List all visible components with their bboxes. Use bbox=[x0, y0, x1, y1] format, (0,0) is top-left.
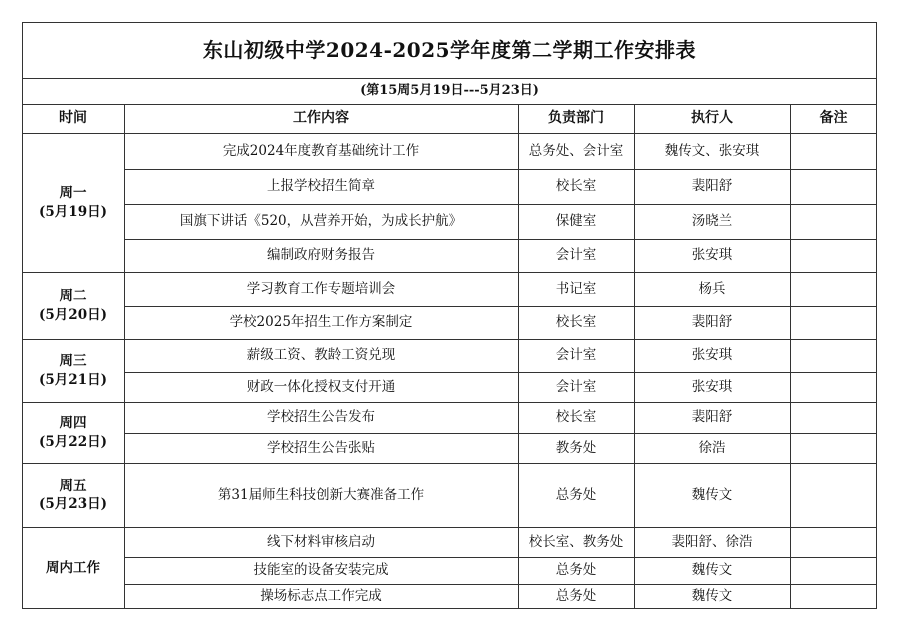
day-date: (5月23日) bbox=[39, 496, 107, 512]
day-date: (5月21日) bbox=[39, 371, 107, 388]
day-cell bbox=[22, 402, 124, 463]
row-executor-cell: 徐浩 bbox=[698, 439, 726, 456]
row-content-cell: 国旗下讲话《520，从营养开始，为成长护航》 bbox=[179, 213, 463, 230]
page-title: 东山初级中学2024-2025学年度第二学期工作安排表 bbox=[202, 37, 697, 62]
row-executor-cell: 张安琪 bbox=[691, 378, 733, 395]
row-remark-cell bbox=[790, 272, 877, 306]
row-department-cell: 校长室 bbox=[555, 409, 597, 426]
row-department-cell: 校长室、教务处 bbox=[528, 533, 624, 550]
row-remark-cell bbox=[790, 463, 877, 527]
row-executor-cell: 裴阳舒 bbox=[691, 178, 733, 195]
day-cell bbox=[22, 463, 124, 527]
column-divider bbox=[634, 104, 635, 609]
row-department-cell: 总务处、会计室 bbox=[528, 142, 624, 159]
row-content-cell: 薪级工资、教龄工资兑现 bbox=[246, 347, 396, 364]
column-header-remarks: 备注 bbox=[819, 110, 848, 127]
day-date: (5月20日) bbox=[39, 306, 107, 323]
row-content-cell: 学校招生公告发布 bbox=[267, 409, 375, 426]
row-remark-cell bbox=[790, 239, 877, 272]
row-department-cell: 校长室 bbox=[555, 178, 597, 195]
row-content-cell: 技能室的设备安装完成 bbox=[253, 562, 389, 579]
row-executor-cell: 魏传文 bbox=[691, 486, 733, 503]
column-header-time: 时间 bbox=[59, 110, 87, 127]
column-header-department: 负责部门 bbox=[548, 110, 604, 127]
row-remark-cell bbox=[790, 584, 877, 609]
column-divider bbox=[124, 104, 125, 609]
row-department-cell: 校长室 bbox=[555, 314, 597, 331]
day-date: (5月19日) bbox=[39, 203, 107, 220]
row-department-cell: 总务处 bbox=[555, 486, 597, 503]
row-content-cell: 财政一体化授权支付开通 bbox=[246, 378, 396, 395]
row-remark-cell bbox=[790, 339, 877, 372]
row-executor-cell: 汤晓兰 bbox=[691, 213, 733, 230]
row-executor-cell: 张安琪 bbox=[691, 347, 733, 364]
day-name: 周三 bbox=[59, 353, 87, 370]
day-cell bbox=[22, 133, 124, 272]
day-name: 周内工作 bbox=[46, 559, 100, 576]
column-header-executor: 执行人 bbox=[691, 110, 733, 127]
row-remark-cell bbox=[790, 527, 877, 557]
row-remark-cell bbox=[790, 204, 877, 239]
day-cell bbox=[22, 527, 124, 609]
row-remark-cell bbox=[790, 169, 877, 204]
row-remark-cell bbox=[790, 372, 877, 402]
row-content-cell: 操场标志点工作完成 bbox=[260, 588, 382, 605]
row-content-cell: 学习教育工作专题培训会 bbox=[246, 280, 396, 297]
row-remark-cell bbox=[790, 433, 877, 463]
day-cell bbox=[22, 339, 124, 402]
day-name: 周五 bbox=[59, 477, 87, 494]
row-department-cell: 总务处 bbox=[555, 588, 597, 605]
row-department-cell: 保健室 bbox=[555, 213, 597, 230]
row-remark-cell bbox=[790, 402, 877, 433]
row-remark-cell bbox=[790, 306, 877, 339]
row-department-cell: 教务处 bbox=[555, 439, 597, 456]
day-date: (5月22日) bbox=[39, 433, 107, 450]
row-remark-cell bbox=[790, 133, 877, 169]
row-department-cell: 会计室 bbox=[555, 247, 597, 264]
week-range-subtitle: (第15周5月19日---5月23日) bbox=[360, 83, 539, 99]
row-executor-cell: 魏传文、张安琪 bbox=[664, 142, 760, 159]
row-executor-cell: 魏传文 bbox=[691, 588, 733, 605]
row-content-cell: 编制政府财务报告 bbox=[267, 247, 375, 264]
row-content-cell: 上报学校招生简章 bbox=[267, 178, 375, 195]
column-header-content: 工作内容 bbox=[293, 110, 349, 127]
day-name: 周一 bbox=[59, 185, 87, 202]
day-name: 周二 bbox=[59, 288, 87, 305]
day-name: 周四 bbox=[59, 415, 87, 432]
row-executor-cell: 裴阳舒 bbox=[691, 409, 733, 426]
row-content-cell: 第31届师生科技创新大赛准备工作 bbox=[217, 486, 425, 503]
row-content-cell: 完成2024年度教育基础统计工作 bbox=[222, 142, 420, 159]
row-executor-cell: 张安琪 bbox=[691, 247, 733, 264]
row-department-cell: 书记室 bbox=[555, 280, 597, 297]
column-divider bbox=[518, 104, 519, 609]
row-executor-cell: 裴阳舒 bbox=[691, 314, 733, 331]
row-executor-cell: 裴阳舒、徐浩 bbox=[671, 533, 753, 550]
row-executor-cell: 杨兵 bbox=[698, 280, 726, 297]
row-department-cell: 会计室 bbox=[555, 347, 597, 364]
row-remark-cell bbox=[790, 557, 877, 584]
row-executor-cell: 魏传文 bbox=[691, 562, 733, 579]
row-department-cell: 会计室 bbox=[555, 378, 597, 395]
row-content-cell: 学校2025年招生工作方案制定 bbox=[229, 314, 413, 331]
column-divider bbox=[790, 104, 791, 609]
row-content-cell: 线下材料审核启动 bbox=[267, 533, 375, 550]
row-content-cell: 学校招生公告张贴 bbox=[267, 439, 375, 456]
row-department-cell: 总务处 bbox=[555, 562, 597, 579]
day-cell bbox=[22, 272, 124, 339]
